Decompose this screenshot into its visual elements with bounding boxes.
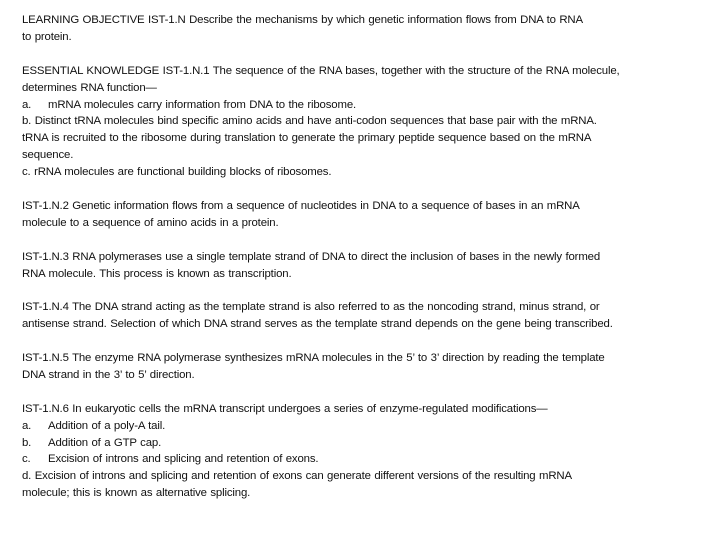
list-item-text: Addition of a poly-A tail. (48, 419, 166, 432)
text-line: molecule; this is known as alternative splicing. (22, 487, 251, 500)
text-line: IST-1.N.2 Genetic information flows from a sequence of nucleotides in DNA to a sequence of bases in an mRNA (22, 199, 580, 212)
document-page (22, 12, 712, 519)
text-line: ESSENTIAL KNOWLEDGE IST-1.N.1 The sequence of the RNA bases, together with the structure of the RNA molecule, (22, 64, 620, 77)
ist-1n3-paragraph (22, 249, 712, 283)
text-line: to protein. (22, 30, 72, 43)
list-item (22, 418, 712, 435)
text-line: c. rRNA molecules are functional building blocks of ribosomes. (22, 166, 332, 179)
ist-1n5-paragraph (22, 350, 712, 384)
text-line: b. Distinct tRNA molecules bind specific amino acids and have anti-codon sequences that base pair with the mRNA. (22, 115, 597, 128)
text-line: LEARNING OBJECTIVE IST-1.N Describe the mechanisms by which genetic information flows from DNA to RNA (22, 14, 583, 26)
list-item (22, 435, 712, 452)
text-line: d. Excision of introns and splicing and retention of exons can generate different versions of the resulting mRNA (22, 470, 572, 483)
text-line: IST-1.N.4 The DNA strand acting as the template strand is also referred to as the noncoding strand, minus strand, or (22, 301, 600, 314)
text-line: IST-1.N.6 In eukaryotic cells the mRNA transcript undergoes a series of enzyme-regulated modifications— (22, 402, 548, 415)
list-item-text: mRNA molecules carry information from DNA to the ribosome. (48, 98, 357, 111)
text-line: antisense strand. Selection of which DNA strand serves as the template strand depends on the gene being transcribed. (22, 318, 613, 331)
text-line: sequence. (22, 149, 74, 162)
text-line: tRNA is recruited to the ribosome during translation to generate the primary peptide sequence based on the mRNA (22, 132, 592, 145)
text-line: IST-1.N.3 RNA polymerases use a single template strand of DNA to direct the inclusion of bases in the newly formed (22, 250, 601, 263)
list-item-text: Addition of a GTP cap. (48, 436, 162, 449)
list-item-label: b. (22, 436, 32, 449)
list-item (22, 97, 712, 114)
list-item-label: a. (22, 98, 32, 111)
list-item-text: Excision of introns and splicing and retention of exons. (48, 453, 319, 466)
learning-objective-paragraph (22, 12, 712, 46)
ist-1n4-paragraph (22, 299, 712, 333)
essential-knowledge-paragraph (22, 63, 712, 181)
ist-1n6-paragraph (22, 401, 712, 502)
ist-1n2-paragraph (22, 198, 712, 232)
text-line: IST-1.N.5 The enzyme RNA polymerase synthesizes mRNA molecules in the 5’ to 3’ direction by reading the template (22, 352, 605, 365)
text-line: DNA strand in the 3’ to 5’ direction. (22, 368, 195, 381)
list-item-label: a. (22, 419, 32, 432)
list-item-label: c. (22, 453, 31, 466)
text-line: RNA molecule. This process is known as transcription. (22, 267, 292, 280)
text-line: molecule to a sequence of amino acids in a protein. (22, 216, 279, 229)
text-line: determines RNA function— (22, 81, 157, 94)
list-item (22, 451, 712, 468)
